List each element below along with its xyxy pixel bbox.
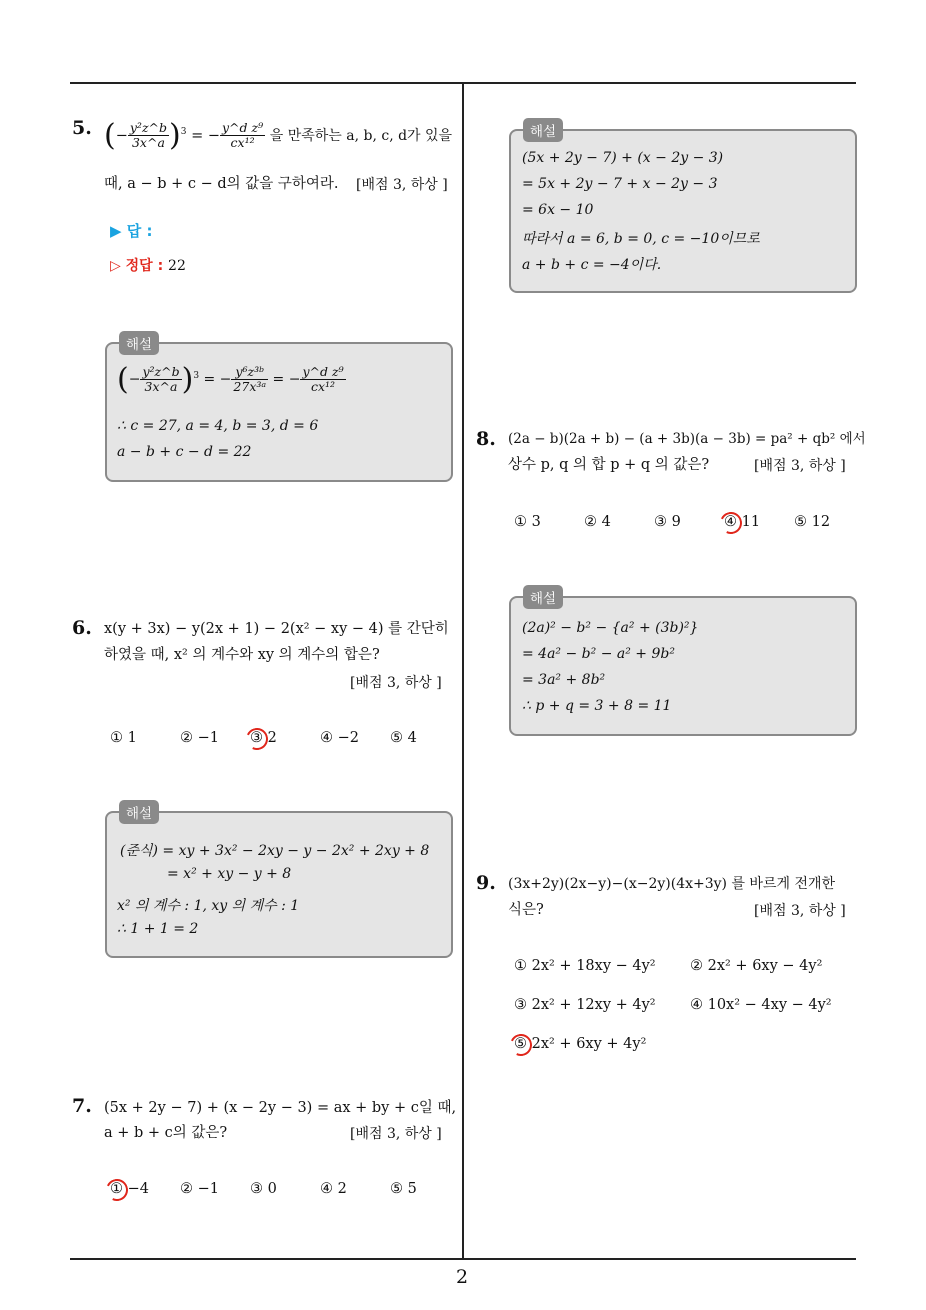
solution-line: = 6x − 10 — [522, 202, 594, 218]
solution-line: a + b + c = −4이다. — [522, 257, 662, 273]
frac-numerator: y²z^b — [129, 120, 168, 136]
question-8-line2: 상수 p, q 의 합 p + q 의 값은? — [508, 457, 710, 473]
question-9-line1: (3x+2y)(2x−y)−(x−2y)(4x+3y) 를 바르게 전개한 — [508, 876, 836, 892]
frac-denominator: 3x^a — [131, 135, 165, 151]
choice-1[interactable]: ① 2x² + 18xy − 4y² — [514, 958, 656, 974]
question-7-line2: a + b + c의 값은? — [104, 1125, 228, 1141]
correct-value: 22 — [168, 258, 186, 274]
choice-1[interactable]: ① 3 — [514, 514, 541, 530]
question-number: 9. — [476, 872, 496, 894]
solution-box — [509, 596, 857, 736]
question-6-line1: x(y + 3x) − y(2x + 1) − 2(x² − xy − 4) 를 간단히 — [104, 621, 449, 637]
question-6-meta: [배점 3, 하상 ] — [350, 675, 442, 691]
solution-line: (− $\frac{\text{y²z\textasciicircum{}b}}{3x\^{}a}$ )$^3$ = − $\frac{\text{y⁶z³ᵇ}}{\text{27x³ᵃ}}$ = − $\frac{\text{y\textasciicircum{}d z⁹}}{\text{cx¹²}}$ — [117, 362, 344, 397]
choice-3[interactable]: ③ 2x² + 12xy + 4y² — [514, 997, 656, 1013]
question-number: 7. — [72, 1095, 92, 1117]
frac-numerator: y⁶z³ᵇ — [231, 365, 268, 380]
question-5-line2: 때, a − b + c − d의 값을 구하여라. — [104, 176, 339, 192]
choice-5[interactable]: ⑤ 5 — [390, 1181, 417, 1197]
choice-5[interactable]: ⑤ 4 — [390, 730, 417, 746]
choice-5[interactable]: ⑤ 2x² + 6xy + 4y² — [514, 1036, 647, 1052]
question-7-meta: [배점 3, 하상 ] — [350, 1126, 442, 1142]
choice-1[interactable]: ① 1 — [110, 730, 137, 746]
solution-line: = 4a² − b² − a² + 9b² — [522, 646, 675, 662]
question-6-line2: 하였을 때, x² 의 계수와 xy 의 계수의 합은? — [104, 647, 380, 663]
column-divider — [462, 82, 464, 1258]
solution-tag: 해설 — [119, 800, 159, 824]
solution-line: (2a)² − b² − {a² + (3b)²} — [522, 620, 699, 636]
solution-tag: 해설 — [523, 585, 563, 609]
solution-line: 따라서 a = 6, b = 0, c = −10이므로 — [522, 231, 760, 247]
solution-tag: 해설 — [523, 118, 563, 142]
question-5-meta: [배점 3, 하상 ] — [356, 177, 448, 193]
bottom-rule — [70, 1258, 856, 1260]
choice-3[interactable]: ③ 2 — [250, 730, 277, 746]
choice-3[interactable]: ③ 0 — [250, 1181, 277, 1197]
question-number: 6. — [72, 617, 92, 639]
question-5-line1: 을 만족하는 a, b, c, d가 있을 — [269, 127, 453, 144]
page-number: 2 — [456, 1266, 469, 1288]
choice-2[interactable]: ② −1 — [180, 1181, 219, 1197]
question-5-formula: (− $\frac{\text{y²z\textasciicircum{}b}}{3x\^{}a}$ )$^3$ = − $\frac{\text{y\textasciicircum{}d z⁹}}{\text{cx¹²}}$ 을 만족하는 a, b, c, d가 있을 — [104, 117, 453, 153]
frac-denominator: cx¹² — [230, 135, 255, 151]
solution-line: ∴ c = 27, a = 4, b = 3, d = 6 — [117, 418, 319, 434]
choice-4[interactable]: ④ 2 — [320, 1181, 347, 1197]
choice-1[interactable]: ① −4 — [110, 1181, 149, 1197]
choice-5[interactable]: ⑤ 12 — [794, 514, 831, 530]
frac-numerator: y^d z⁹ — [222, 120, 264, 136]
choice-2[interactable]: ② 4 — [584, 514, 611, 530]
question-9-meta: [배점 3, 하상 ] — [754, 903, 846, 919]
correct-answer — [110, 255, 186, 275]
frac-numerator: y^d z⁹ — [302, 364, 344, 379]
solution-line: x² 의 계수 : 1, xy 의 계수 : 1 — [117, 898, 300, 914]
question-number: 5. — [72, 117, 92, 139]
solution-line: = 5x + 2y − 7 + x − 2y − 3 — [522, 176, 718, 192]
frac-denominator: 27x³ᵃ — [233, 379, 267, 394]
frac-denominator: cx¹² — [310, 379, 336, 394]
question-9-line2: 식은? — [508, 902, 544, 918]
choice-4[interactable]: ④ −2 — [320, 730, 359, 746]
question-8-meta: [배점 3, 하상 ] — [754, 458, 846, 474]
answer-label: ▶ 답 : — [110, 222, 153, 240]
choice-2[interactable]: ② −1 — [180, 730, 219, 746]
choice-2[interactable]: ② 2x² + 6xy − 4y² — [690, 958, 823, 974]
solution-line: (5x + 2y − 7) + (x − 2y − 3) — [522, 150, 724, 166]
correct-label: ▷ 정답 : — [110, 258, 164, 274]
solution-line: a − b + c − d = 22 — [117, 444, 252, 460]
solution-line: ∴ 1 + 1 = 2 — [117, 921, 199, 937]
choice-4[interactable]: ④ 10x² − 4xy − 4y² — [690, 997, 832, 1013]
solution-line: = 3a² + 8b² — [522, 672, 606, 688]
solution-line: ∴ p + q = 3 + 8 = 11 — [522, 698, 672, 714]
solution-line: (준식) = xy + 3x² − 2xy − y − 2x² + 2xy + 8 — [120, 843, 430, 859]
choice-4[interactable]: ④ 11 — [724, 514, 761, 530]
question-7-line1: (5x + 2y − 7) + (x − 2y − 3) = ax + by + c일 때, — [104, 1100, 457, 1116]
frac-denominator: 3x^a — [144, 379, 178, 394]
question-8-line1: (2a − b)(2a + b) − (a + 3b)(a − 3b) = pa² + qb² 에서 — [508, 431, 866, 447]
question-number: 8. — [476, 428, 496, 450]
solution-tag: 해설 — [119, 331, 159, 355]
frac-numerator: y²z^b — [142, 364, 180, 379]
choice-3[interactable]: ③ 9 — [654, 514, 681, 530]
solution-line: = x² + xy − y + 8 — [167, 866, 292, 882]
